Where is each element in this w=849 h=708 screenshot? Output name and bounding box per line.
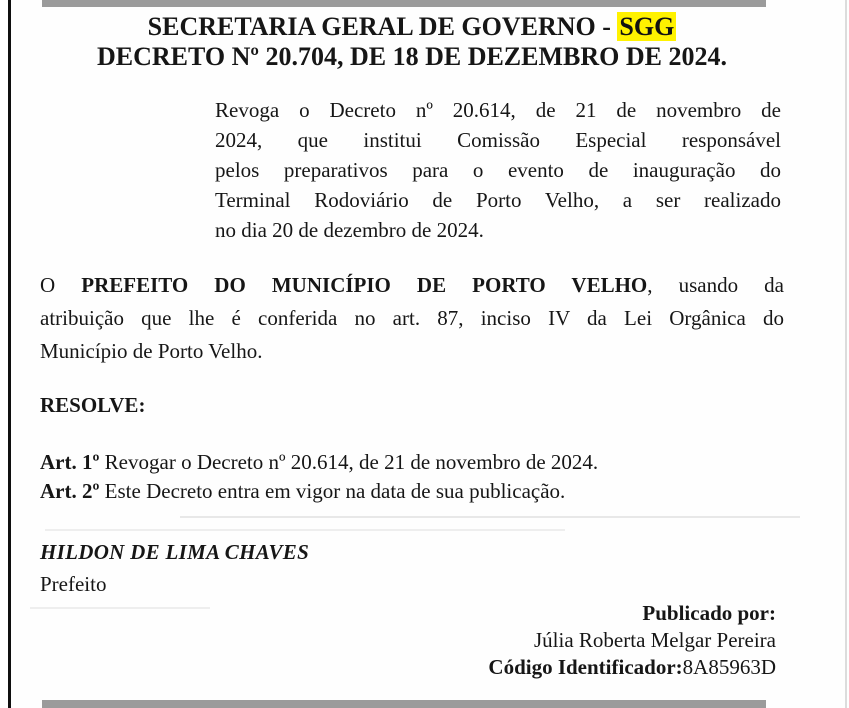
article-1-text: Revogar o Decreto nº 20.614, de 21 de novembro de 2024. — [99, 450, 599, 474]
preamble-line: atribuição que lhe é conferida no art. 87, inciso IV da Lei Orgânica do — [40, 306, 784, 330]
signature-name: HILDON DE LIMA CHAVES — [40, 540, 310, 564]
preamble-line — [40, 269, 784, 302]
document-header — [40, 12, 784, 72]
article-1-label: Art. 1º — [40, 450, 100, 474]
preamble-line1-rest: , usando da — [647, 273, 784, 297]
article-1 — [40, 447, 800, 477]
article-2-label: Art. 2º — [40, 479, 100, 503]
summary-line: pelos preparativos para o evento de inauguração do — [215, 158, 781, 182]
summary-line: 2024, que institui Comissão Especial responsável — [215, 128, 781, 152]
top-divider-bar — [42, 0, 766, 7]
page-right-border — [845, 0, 847, 708]
summary-line: Terminal Rodoviário de Porto Velho, a ser realizado — [215, 188, 781, 212]
decree-summary — [215, 95, 781, 245]
resolve-label: RESOLVE: — [40, 393, 146, 417]
signature-role: Prefeito — [40, 572, 107, 596]
preamble-authority: PREFEITO DO MUNICÍPIO DE PORTO VELHO — [81, 273, 648, 297]
scan-artifact-line — [180, 516, 800, 518]
identifier-code-line — [488, 654, 776, 681]
org-acronym-highlight: SGG — [619, 12, 675, 41]
article-2 — [40, 476, 800, 506]
bottom-divider-bar — [42, 700, 766, 708]
identifier-code-label: Código Identificador: — [488, 655, 683, 679]
summary-line: Revoga o Decreto nº 20.614, de 21 de novembro de — [215, 98, 781, 122]
preamble-lead: O — [40, 273, 82, 297]
publication-block — [488, 600, 776, 681]
summary-line: no dia 20 de dezembro de 2024. — [215, 218, 484, 242]
org-name: SECRETARIA GERAL DE GOVERNO - — [147, 12, 618, 41]
decree-title: DECRETO Nº 20.704, DE 18 DE DEZEMBRO DE 2024. — [96, 42, 727, 71]
page-left-border — [8, 0, 11, 708]
preamble-line: Município de Porto Velho. — [40, 339, 263, 363]
scan-artifact-line — [45, 529, 565, 531]
published-by-name: Júlia Roberta Melgar Pereira — [534, 628, 776, 652]
identifier-code-value: 8A85963D — [682, 655, 776, 679]
scan-artifact-line — [30, 607, 210, 609]
published-by-label: Publicado por: — [642, 601, 776, 625]
article-2-text: Este Decreto entra em vigor na data de sua publicação. — [99, 479, 566, 503]
org-title-line — [40, 12, 784, 42]
preamble-paragraph — [40, 269, 784, 368]
